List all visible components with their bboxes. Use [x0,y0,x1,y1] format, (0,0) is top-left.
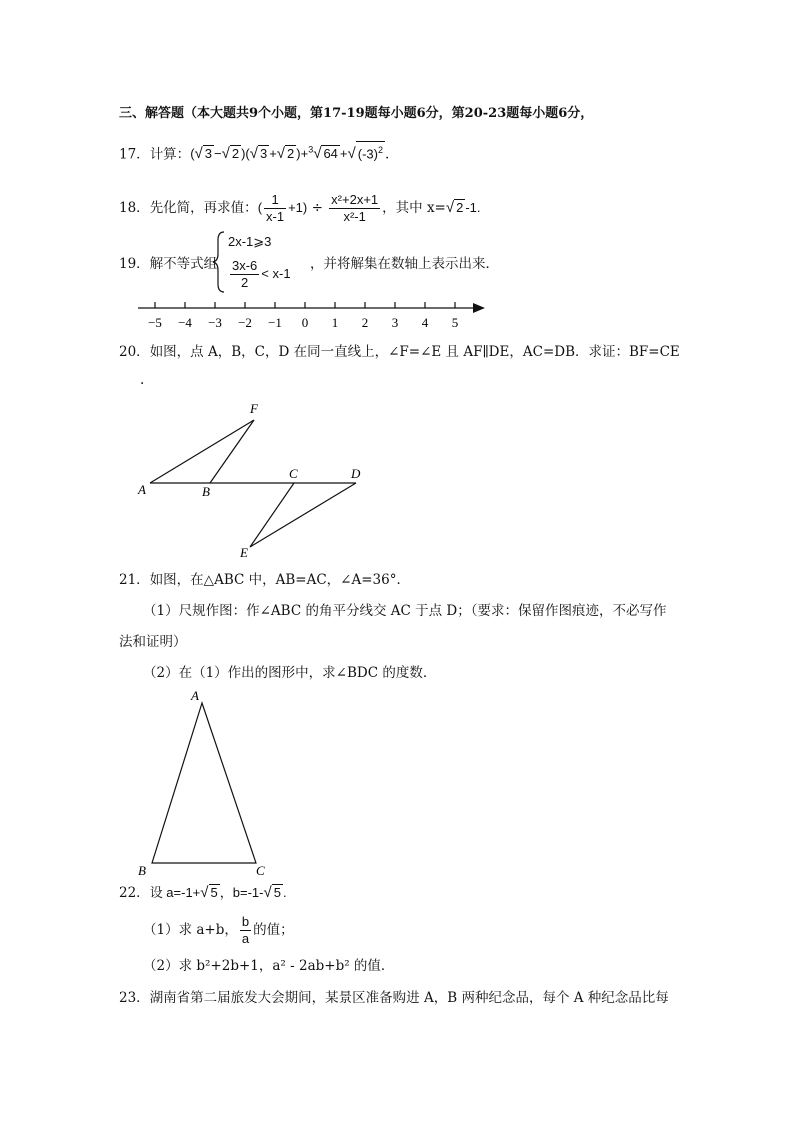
question-17: 17．计算：(√ 3 −√ 2 )(√ 3 +√ 2 )+$^3$√ 64 +√ $(-3)^2$ . [119,140,389,164]
q18-fraction-1: $\frac{1}{x-1}$ [266,192,285,225]
q22-part-1: （1）求 a+b， $\frac{b}{a}$ 的值； [143,914,294,946]
q18-radicand-2: 2 [456,200,464,215]
q22-fraction: $\frac{b}{a}$ [241,914,250,946]
number-line [130,296,490,336]
q17-number: 17． [119,146,150,163]
tick-label: 2 [361,315,369,330]
question-23 [119,988,669,1008]
q17-radicand-neg3: (-3) [357,146,378,162]
label-b: B [202,484,210,499]
q17-radicand-2: 2 [231,146,240,162]
label-f: F [250,401,258,416]
q22-number: 22． [119,885,150,901]
q17-label: 计算： [149,146,191,163]
tick-label: 0 [301,315,309,330]
q17-radicand-64: 64 [323,146,338,162]
question-20 [119,342,680,362]
tick-label: 5 [451,315,459,330]
label-b: B [138,863,146,878]
tick-label: 4 [421,315,429,330]
q23-text: 湖南省第二届旅发大会期间，某景区准备购进 A，B 两种纪念品，每个 A 种纪念品比每 [149,990,669,1006]
q21-part-1: （1）尺规作图：作∠ABC 的角平分线交 AC 于点 D；（要求：保留作图痕迹，不必写作 [143,603,667,619]
label-c: C [256,863,265,878]
q21-part-1-cont: 法和证明） [119,634,187,650]
q19-inequality-1: 2x-1⩾3 [228,234,272,249]
q22-part-2: （2）求 b²+2b+1，a² - 2ab+b² 的值． [143,958,395,974]
triangle-afb [150,420,254,483]
q23-number: 23． [119,990,150,1006]
q20-figure [130,395,390,565]
tick-label: −3 [208,315,222,330]
q21-part-2: （2）在（1）作出的图形中，求∠BDC 的度数． [143,665,437,681]
tick-label: 3 [391,315,399,330]
tick-label: −2 [238,315,252,330]
label-c: C [289,466,298,481]
q19-text: 解不等式组 [149,256,218,272]
label-a: A [138,482,146,497]
triangle-ced [250,483,356,547]
label-e: E [240,545,248,560]
q21-text: 如图，在△ABC 中，AB=AC，∠A=36°． [149,572,410,588]
q20-number: 20． [119,344,150,360]
q20-text: 如图，点 A，B，C，D 在同一直线上，∠F=∠E 且 AF∥DE，AC=DB．求证：BF=CE [149,344,680,360]
q21-number: 21． [119,572,150,588]
q19-number: 19． [119,256,150,272]
tick-label: −5 [148,315,162,330]
q18-text: 先化简，再求值： [149,200,258,216]
q19-tail: ，并将解集在数轴上表示出来． [310,256,499,272]
label-d: D [351,466,361,481]
question-18: 18．先化简，再求值：( $\frac{1}{x-1}$ +1) ÷ $\frac{\text{x²+2x+1}}{\text{x²-1}}$ ，其中 x=√ 2 -1. [119,192,481,225]
triangle-abc [152,703,256,863]
q21-figure [130,685,280,880]
q17-radicand-3: 3 [204,146,212,162]
tick-label: −4 [178,315,192,330]
q22-radicand-5: 5 [210,885,218,900]
tick-label: −1 [268,315,282,330]
q19-inequality-2: $\frac{3x-6}{2}$ < x-1 [232,258,291,291]
section-heading: 三、解答题（本大题共9个小题，第17-19题每小题6分，第20-23题每小题6分， [119,106,594,121]
q17-cube-index: 3 [308,145,314,155]
question-22: 22．设 a=-1+√ 5 ，b=-1-√ 5 . [119,884,287,901]
q18-fraction-2: $\frac{\text{x²+2x+1}}{\text{x²-1}}$ [331,192,379,224]
question-19 [119,254,217,274]
arrow-head-icon [473,303,485,313]
q18-number: 18． [119,200,150,216]
tick-label: 1 [331,315,339,330]
question-21 [119,570,410,590]
label-a: A [191,688,199,703]
q20-tail: . [140,372,145,388]
